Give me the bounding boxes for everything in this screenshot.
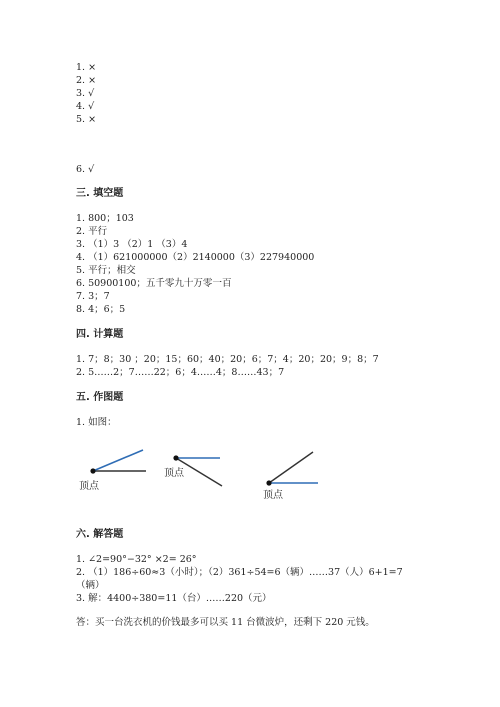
solve-final-answer: 答：买一台洗衣机的价钱最多可以买 11 台微波炉，还剩下 220 元钱。 xyxy=(76,617,375,628)
solve-answer-3: 3. 解：4400÷380=11（台）……220（元） xyxy=(76,593,272,604)
section-title-fill-blanks: 三. 填空题 xyxy=(76,188,124,199)
blue-ray xyxy=(93,450,143,471)
section-title-drawing: 五. 作图题 xyxy=(76,392,124,403)
vertex-label-3: 顶点 xyxy=(263,490,283,501)
fill-answer-8: 8. 4；6；5 xyxy=(76,304,126,315)
fill-answer-5: 5. 平行；相交 xyxy=(76,265,136,276)
angle-figure-2 xyxy=(164,455,222,486)
vertex-label-2: 顶点 xyxy=(164,468,184,479)
judgement-answer-4: 4. √ xyxy=(76,101,95,112)
judgement-answer-6: 6. √ xyxy=(76,164,95,175)
solve-answer-2-continued: （辆） xyxy=(76,580,105,591)
vertex-dot xyxy=(90,468,95,473)
black-ray xyxy=(269,452,313,483)
calc-answer-2: 2. 5……2；7……22；6；4……4；8……43；7 xyxy=(76,367,285,378)
solve-answer-2: 2. （1）186÷60≈3（小时）；（2）361÷54=6（辆）……37（人）6+1=7 xyxy=(76,567,403,578)
section-title-word-problems: 六. 解答题 xyxy=(76,529,124,540)
angle-figure-3 xyxy=(263,452,318,501)
vertex-dot xyxy=(266,480,271,485)
judgement-answer-5: 5. × xyxy=(76,114,97,125)
section-title-calculation: 四. 计算题 xyxy=(76,329,124,340)
fill-answer-1: 1. 800；103 xyxy=(76,213,134,224)
fill-answer-2: 2. 平行 xyxy=(76,226,108,237)
fill-answer-4: 4. （1）621000000（2）2140000（3）227940000 xyxy=(76,252,315,263)
judgement-answer-2: 2. × xyxy=(76,75,97,86)
calc-answer-1: 1. 7；8；30 ；20；15；60；40；20；6；7；4；20；20；9；8；7 xyxy=(76,354,379,365)
fill-answer-6: 6. 50900100；五千零九十万零一百 xyxy=(76,278,232,289)
judgement-answer-1: 1. × xyxy=(76,62,97,73)
drawing-answer-1: 1. 如图： xyxy=(76,417,117,428)
vertex-label-1: 顶点 xyxy=(79,481,99,492)
fill-answer-3: 3. （1）3 （2）1 （3）4 xyxy=(76,239,188,250)
vertex-dot xyxy=(173,455,178,460)
fill-answer-7: 7. 3；7 xyxy=(76,291,110,302)
angle-figure-1 xyxy=(79,450,146,492)
solve-answer-1: 1. ∠2=90°−32° ×2= 26° xyxy=(76,554,197,565)
judgement-answer-3: 3. √ xyxy=(76,88,95,99)
